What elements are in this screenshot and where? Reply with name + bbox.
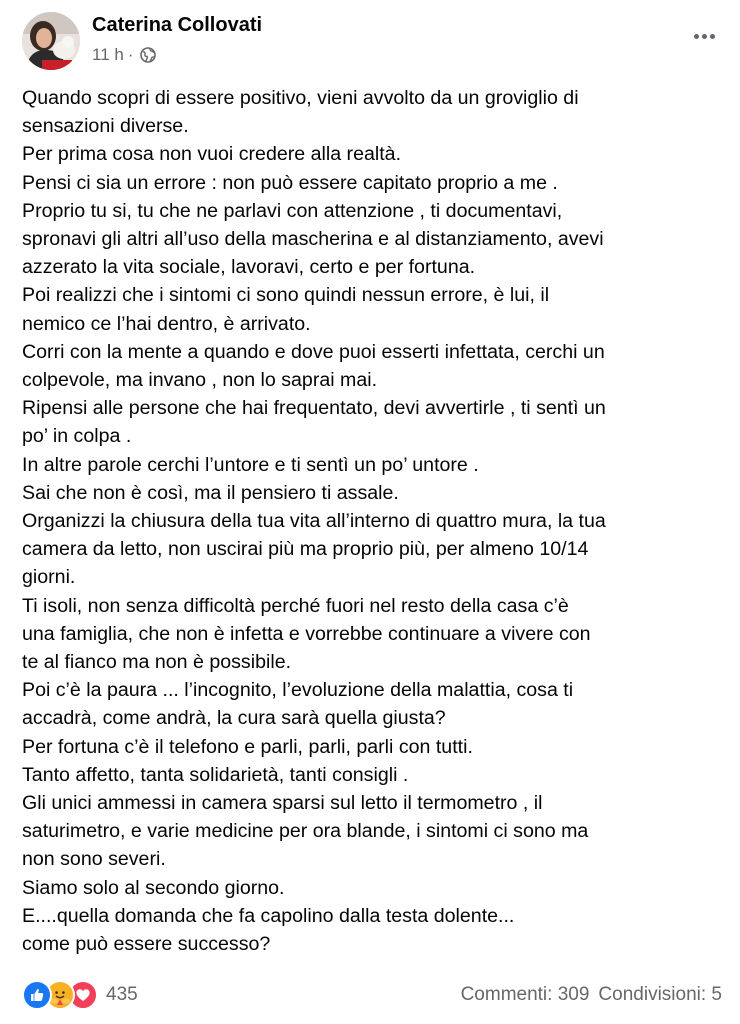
post-text-line: non sono severi. <box>22 848 166 871</box>
post-text-line: Quando scopri di essere positivo, vieni avvolto da un groviglio di <box>22 87 579 109</box>
meta-separator: · <box>127 45 134 64</box>
post-text-line: spronavi gli altri all’uso della mascherina e al distanziamento, avevi <box>22 228 604 251</box>
post-meta <box>92 45 156 65</box>
author-name[interactable]: Caterina Collovati <box>92 14 263 36</box>
post-text-line: accadrà, come andrà, la cura sarà quella giusta? <box>22 707 446 730</box>
post-time[interactable]: 11 h <box>92 45 124 64</box>
post-text-line: Sai che non è così, ma il pensiero ti assale. <box>22 481 399 504</box>
post-text-line: po’ in colpa . <box>22 425 132 448</box>
more-dot <box>702 34 707 39</box>
post-text-line: Gli unici ammessi in camera sparsi sul letto il termometro , il <box>22 792 543 815</box>
post-text-line: azzerato la vita sociale, lavoravi, certo e per fortuna. <box>22 256 476 279</box>
reaction-icons <box>22 980 98 1010</box>
avatar-photo <box>22 12 80 70</box>
engagement-counts <box>461 980 722 1010</box>
post-text-line: nemico ce l’hai dentro, è arrivato. <box>22 312 311 335</box>
post-text-line: Siamo solo al secondo giorno. <box>22 876 285 899</box>
post-text-line: Pensi ci sia un errore : non può essere capitato proprio a me . <box>22 171 558 194</box>
post-text-line: E....quella domanda che fa capolino dalla testa dolente... <box>22 904 515 927</box>
post-text-line: sensazioni diverse. <box>22 115 189 138</box>
globe-icon[interactable] <box>140 47 156 63</box>
post-text-line: camera da letto, non uscirai più ma proprio più, per almeno 10/14 <box>22 538 589 561</box>
post-text-line: te al fianco ma non è possibile. <box>22 651 292 674</box>
reaction-count: 435 <box>106 984 138 1005</box>
more-options-button[interactable] <box>686 24 722 48</box>
post-text-line: Poi c’è la paura ... l’incognito, l’evoluzione della malattia, cosa ti <box>22 679 574 702</box>
post-footer <box>22 980 722 1010</box>
avatar[interactable] <box>22 12 80 70</box>
post-text-line: una famiglia, che non è infetta e vorrebbe continuare a vivere con <box>22 622 591 645</box>
post-text-line: saturimetro, e varie medicine per ora blande, i sintomi ci sono ma <box>22 820 589 843</box>
more-dot <box>710 34 715 39</box>
post-text-line: In altre parole cerchi l’untore e ti sentì un po’ untore . <box>22 453 479 476</box>
comments-count-link[interactable]: Commenti: 309 <box>460 984 590 1005</box>
post-text-line: Proprio tu si, tu che ne parlavi con attenzione , ti documentavi, <box>22 199 563 222</box>
post-text-line: Per fortuna c’è il telefono e parli, parli, parli con tutti. <box>22 735 473 758</box>
like-icon <box>22 980 52 1010</box>
post-text-line: Ti isoli, non senza difficoltà perché fuori nel resto della casa c’è <box>22 594 569 617</box>
post-text-line: Per prima cosa non vuoi credere alla realtà. <box>22 143 402 166</box>
post-text <box>22 84 722 958</box>
post-text-line: Organizzi la chiusura della tua vita all’interno di quattro mura, la tua <box>22 510 606 533</box>
shares-count-link[interactable]: Condivisioni: 5 <box>598 984 722 1005</box>
post-text-line: colpevole, ma invano , non lo saprai mai. <box>22 369 378 392</box>
post-text-line: come può essere successo? <box>22 933 271 956</box>
post-text-line: Ripensi alle persone che hai frequentato, devi avvertirle , ti sentì un <box>22 397 606 420</box>
post-text-line: Corri con la mente a quando e dove puoi esserti infettata, cerchi un <box>22 340 605 363</box>
reactions-summary[interactable] <box>22 980 138 1010</box>
post-text-line: Poi realizzi che i sintomi ci sono quindi nessun errore, è lui, il <box>22 284 550 307</box>
more-horizontal-icon <box>694 34 699 39</box>
post-text-line: giorni. <box>22 566 76 589</box>
post-text-line: Tanto affetto, tanta solidarietà, tanti consigli . <box>22 763 409 786</box>
post-header <box>22 12 722 74</box>
